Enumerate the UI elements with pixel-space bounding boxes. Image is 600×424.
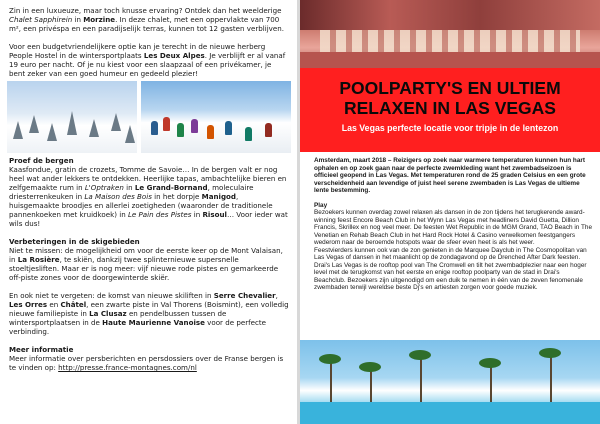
budget-paragraph: Voor een budgetvriendelijkere optie kan je terecht in de nieuwe herberg People Hostel in de wintersportplaats Les Deux Alpes. Je verblijft er al vanaf 19 euro per nacht. Of je nu kiest voor een slaapzaal of een privékamer, je bent zeker van een goed humeur en gedeeld plezier! — [9, 42, 286, 78]
snowy-forest-photo — [7, 81, 137, 153]
intro-paragraph: Zin in een luxueuze, maar toch knusse ervaring? Ontdek dan het weelderige Chalet Sapphirein in Morzine. In deze chalet, met een oppervlakte van 700 m², een privéspa en een paradijselijk terras, kunnen tot 12 gasten verblijven. — [9, 6, 284, 33]
ook-paragraph: En ook niet te vergeten: de komst van nieuwe skiliften in Serre Chevalier, Les Orres en Châtel, een zwarte piste in Val Thorens (Boismint), een volledig nieuwe familiepiste in La Clusaz en pendelbussen tussen de wintersportplaatsen in de Haute Maurienne Vanoise voor de perfecte verbinding. — [9, 291, 289, 336]
pool-hero-photo — [300, 0, 600, 68]
title-band — [300, 68, 600, 152]
play-paragraph: Bezoekers kunnen overdag zowel relaxen als dansen in de zon tijdens het terugkerende award-winning feest Encore Beach Club in het Wynn Las Vegas met headliners David Guetta, Dillion Francis, Skrillex en nog veel meer. De feesten Wet Republic in de MGM Grand, TAO Beach in The Venetian en Rehab Beach Club in het Hard Rock Hotel & Casino verwelkomen feestgangers wederom naar de beroemde hotspots waar de sfeer even heet is als het weer. — [314, 209, 593, 246]
skiers-photo — [141, 81, 291, 153]
left-page — [0, 0, 297, 424]
title-line-2: RELAXEN IN LAS VEGAS — [344, 98, 556, 118]
lead-paragraph: Amsterdam, maart 2018 – Reizigers op zoek naar warmere temperaturen kunnen hun hart ophalen en op zoek gaan naar de perfecte zwemkleding want het zwembadseizoen is officieel geopend in Las Vegas. Met temperaturen rond de 25 graden Celsius en een grote verscheidenheid aan levendige of juist heel serene zwembaden is Las Vegas de ultieme lente bestemming. — [314, 157, 586, 194]
meer-paragraph: Meer informatie over persberichten en persdossiers over de Franse bergen is te vinden op: http://presse.france-montagnes.com/nl — [9, 354, 284, 372]
ski-photos — [7, 81, 291, 153]
proef-heading: Proef de bergen — [9, 156, 74, 165]
play-heading: Play — [314, 201, 328, 209]
proef-paragraph: Kaasfondue, gratin de crozets, Tomme de Savoie… In de bergen valt er nog heel wat ander lekkers te ontdekken. Heerlijke tapas, ambachtelijke bieren en zelfgemaakte rum in L'Optraken in Le Grand-Bornand, moleculaire driesterrenkeuken in La Maison des Bois in het dorpje Manigod, huisgemaakte broodjes en allerlei zoetigheden (waaronder de traditionele pannenkoeken met kruidkoek) in Le Pain des Pistes in Risoul… Voor ieder wat wils dus! — [9, 165, 288, 228]
right-page — [300, 0, 600, 424]
meer-heading: Meer informatie — [9, 345, 74, 354]
play-paragraph-2: Feestvierders kunnen ook van de zon genieten in de Marquee Dayclub in The Cosmopolitan van Las Vegas of dansen in het maanlicht op de zondagavond op de Drenched After Dark feesten. Drai's Las Vegas is de rooftop pool van The Cromwell en tilt het zwembadplezier naar een hoger level met de terugkomst van het eerste en enige rooftop poolparty van de stad in Drai's Beachclub. Bezoekers zijn uitgenodigd om een duik te nemen in één van de zeven fenomenale zwembaden terwijl wereldse beste Dj's en artiesten zorgen voor goede muziek. — [314, 246, 587, 291]
verbeteringen-paragraph: Niet te missen: de mogelijkheid om voor de eerste keer op de Mont Valaisan, in La Rosière, te skiën, dankzij twee splinternieuwe supersnelle stoeltjesliften. Maar er is nog meer: vijf nieuwe rode pistes en gemarkeerde off-piste zones voor de doorgewinterde skiër. — [9, 246, 283, 282]
pool-palms-photo — [300, 340, 600, 424]
press-link[interactable]: http://presse.france-montagnes.com/nl — [58, 363, 197, 372]
article-body — [314, 157, 592, 292]
verbeteringen-heading: Verbeteringen in de skigebieden — [9, 237, 140, 246]
subtitle: Las Vegas perfecte locatie voor tripje in de lentezon — [341, 123, 559, 133]
title-line-1: POOLPARTY'S EN ULTIEM — [339, 78, 561, 98]
